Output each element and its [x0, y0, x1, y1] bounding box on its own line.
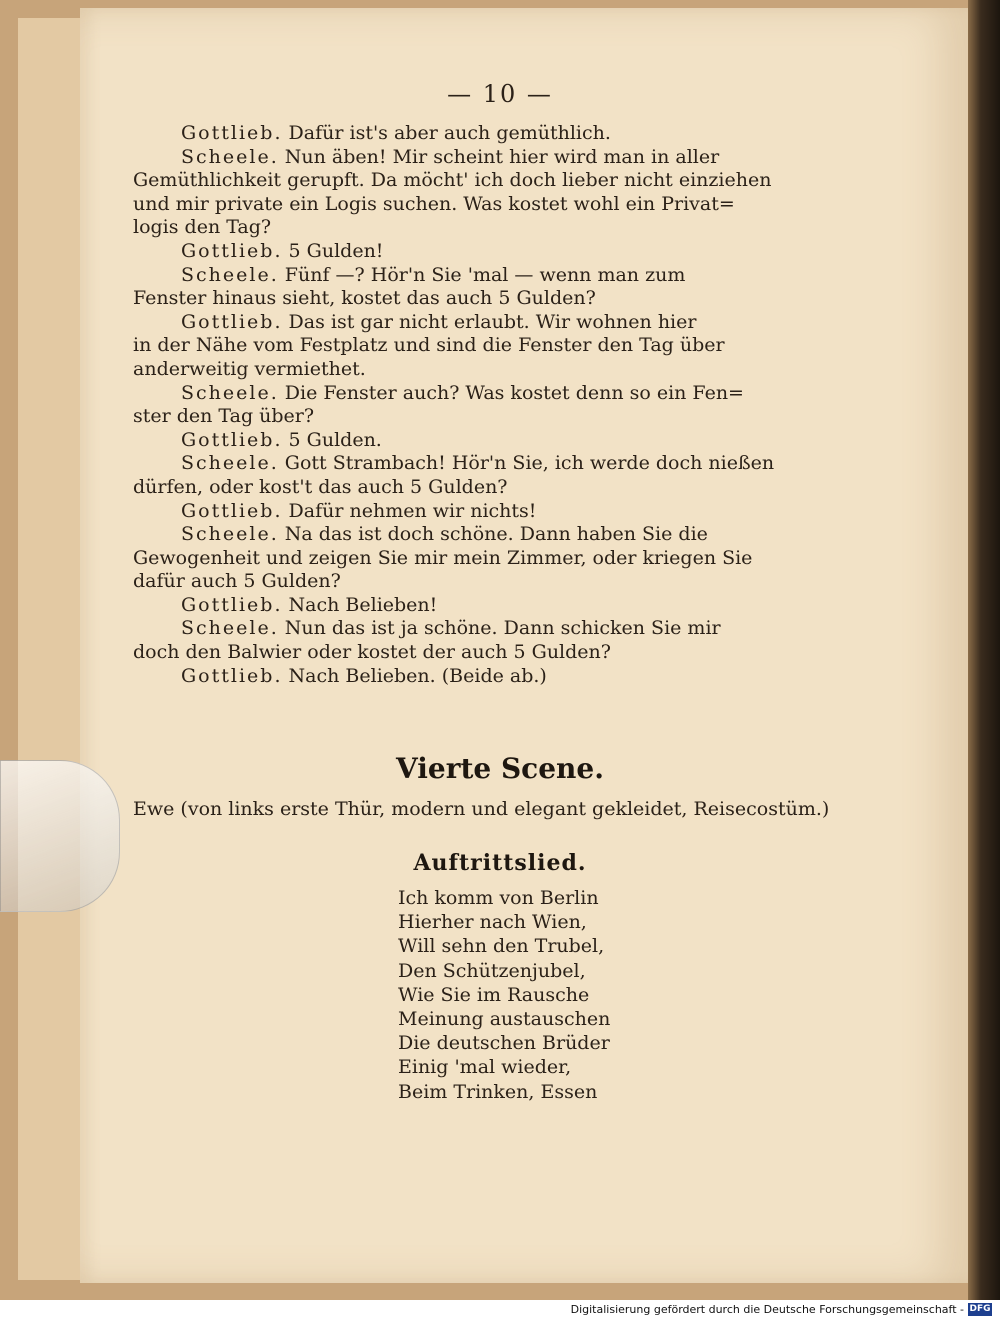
song-line: Meinung austauschen	[398, 1008, 611, 1031]
line-text: Gemüthlichkeit gerupft. Da möcht' ich doch lieber nicht einziehen	[133, 169, 772, 192]
line-text: doch den Balwier oder kostet der auch 5 Gulden?	[133, 641, 611, 664]
speaker-name: Scheele.	[181, 452, 279, 475]
footer-bar	[0, 1300, 1000, 1320]
page-number: — 10 —	[447, 80, 553, 108]
song-line: Die deutschen Brüder	[398, 1032, 610, 1055]
line-text: logis den Tag?	[133, 216, 272, 239]
speaker-name: Gottlieb.	[181, 428, 283, 451]
line-text: Nun äben! Mir scheint hier wird man in aller	[284, 145, 720, 168]
line-text: dürfen, oder kost't das auch 5 Gulden?	[133, 475, 508, 498]
song-line: Will sehn den Trubel,	[398, 935, 605, 958]
speaker-name: Scheele.	[181, 523, 279, 546]
song-line: Einig 'mal wieder,	[398, 1056, 572, 1079]
line-text: anderweitig vermiethet.	[133, 357, 366, 380]
dialogue-line	[133, 382, 878, 406]
speaker-name: Scheele.	[181, 381, 279, 404]
line-text: Na das ist doch schöne. Dann haben Sie die	[284, 523, 708, 546]
dialogue-line	[133, 641, 878, 665]
speaker-name: Gottlieb.	[181, 310, 283, 333]
dialogue-line	[133, 240, 878, 264]
book-spine-shadow	[968, 0, 1000, 1300]
song-text	[398, 886, 798, 1104]
speaker-name: Gottlieb.	[181, 122, 283, 144]
song-line: Beim Trinken, Essen	[398, 1080, 598, 1103]
line-text: 5 Gulden.	[288, 428, 382, 451]
dialogue-line	[133, 287, 878, 311]
dialogue-line	[133, 476, 878, 500]
dialogue-line	[133, 523, 878, 547]
stage-direction: Ewe (von links erste Thür, modern und elegant gekleidet, Reisecostüm.)	[133, 798, 830, 820]
dialogue-line	[133, 452, 878, 476]
dialogue-line	[133, 311, 878, 335]
dialogue-line	[133, 122, 878, 146]
dialogue-line	[133, 216, 878, 240]
dialogue-line	[133, 500, 878, 524]
song-line: Wie Sie im Rausche	[398, 983, 590, 1006]
dialogue-line	[133, 169, 878, 193]
line-text: Gott Strambach! Hör'n Sie, ich werde doch nießen	[284, 452, 775, 475]
dialogue-line	[133, 594, 878, 618]
dialogue-text	[133, 122, 878, 688]
footer-credit: Digitalisierung gefördert durch die Deutsche Forschungsgemeinschaft -	[570, 1303, 964, 1316]
dialogue-line	[133, 405, 878, 429]
song-line: Den Schützenjubel,	[398, 959, 586, 982]
dialogue-line	[133, 264, 878, 288]
line-text: Dafür ist's aber auch gemüthlich.	[288, 122, 611, 144]
speaker-name: Scheele.	[181, 617, 279, 640]
line-text: 5 Gulden!	[288, 239, 384, 262]
speaker-name: Gottlieb.	[181, 664, 283, 687]
scene-title: Vierte Scene.	[396, 752, 604, 785]
line-text: in der Nähe vom Festplatz und sind die Fenster den Tag über	[133, 334, 725, 357]
line-text: Das ist gar nicht erlaubt. Wir wohnen hier	[288, 310, 697, 333]
line-text: Gewogenheit und zeigen Sie mir mein Zimmer, oder kriegen Sie	[133, 546, 753, 569]
line-text: Dafür nehmen wir nichts!	[288, 499, 537, 522]
dialogue-line	[133, 665, 878, 689]
dialogue-line	[133, 547, 878, 571]
line-text: dafür auch 5 Gulden?	[133, 570, 341, 593]
song-line: Ich komm von Berlin	[398, 887, 599, 909]
line-text: Fenster hinaus sieht, kostet das auch 5 Gulden?	[133, 287, 596, 310]
speaker-name: Gottlieb.	[181, 593, 283, 616]
dialogue-line	[133, 570, 878, 594]
dialogue-line	[133, 358, 878, 382]
speaker-name: Scheele.	[181, 145, 279, 168]
line-text: Fünf —? Hör'n Sie 'mal — wenn man zum	[284, 263, 686, 286]
dialogue-line	[133, 429, 878, 453]
dfg-logo: DFG	[969, 1304, 991, 1314]
line-text: Die Fenster auch? Was kostet denn so ein Fen=	[284, 381, 744, 404]
dialogue-line	[133, 617, 878, 641]
line-text: Nach Belieben!	[288, 593, 438, 616]
line-text: Nach Belieben. (Beide ab.)	[288, 664, 547, 687]
speaker-name: Scheele.	[181, 263, 279, 286]
song-title: Auftrittslied.	[413, 850, 587, 876]
dialogue-line	[133, 334, 878, 358]
line-text: ster den Tag über?	[133, 405, 315, 428]
line-text: Nun das ist ja schöne. Dann schicken Sie mir	[284, 617, 721, 640]
dialogue-line	[133, 193, 878, 217]
speaker-name: Gottlieb.	[181, 239, 283, 262]
speaker-name: Gottlieb.	[181, 499, 283, 522]
song-line: Hierher nach Wien,	[398, 911, 587, 934]
dialogue-line	[133, 146, 878, 170]
line-text: und mir private ein Logis suchen. Was kostet wohl ein Privat=	[133, 192, 735, 215]
